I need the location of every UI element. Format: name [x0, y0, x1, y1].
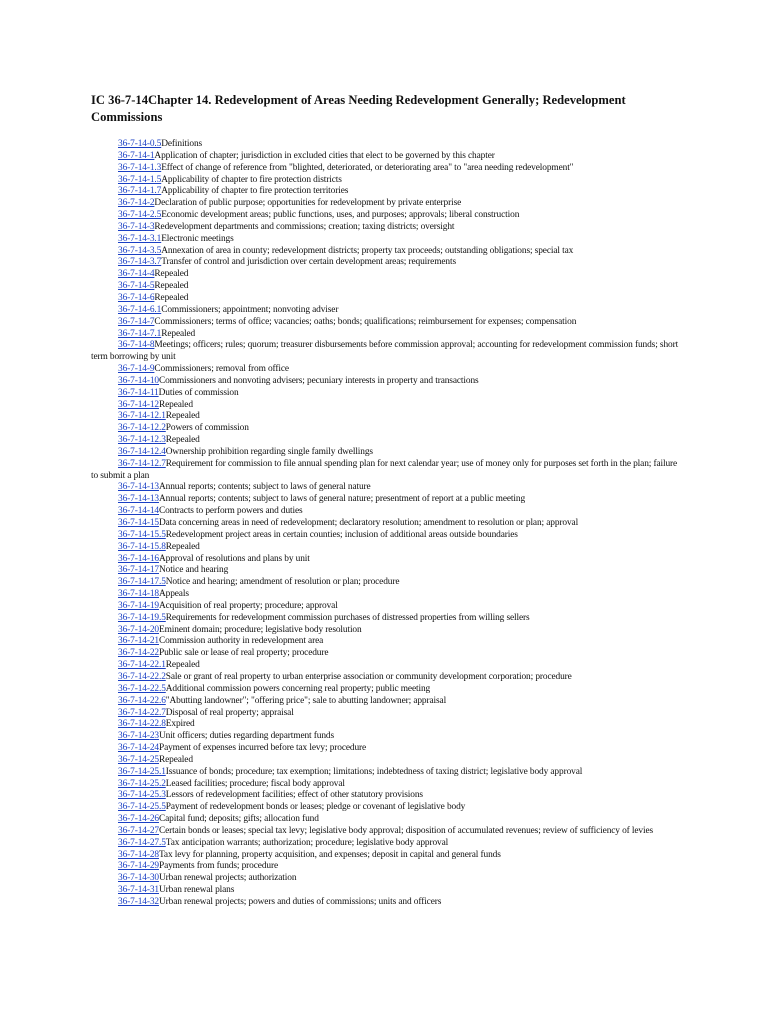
section-entry — [91, 897, 681, 909]
section-entry — [91, 542, 681, 554]
section-description: Repealed — [165, 660, 200, 671]
section-link[interactable]: 36-7-14-6 — [118, 292, 155, 303]
section-link[interactable]: 36-7-14-15.8 — [118, 541, 166, 552]
section-entry — [91, 435, 681, 447]
section-link[interactable]: 36-7-14-8 — [118, 340, 155, 351]
section-entry — [91, 269, 681, 281]
section-link[interactable]: 36-7-14-25.1 — [118, 766, 166, 777]
section-link[interactable]: 36-7-14-19 — [118, 600, 159, 611]
section-description: Definitions — [161, 139, 203, 149]
section-link[interactable]: 36-7-14-18 — [118, 589, 159, 600]
section-entry — [91, 838, 681, 850]
section-description: Application of chapter; jurisdiction in excluded cities that elect to be governed by this chapter — [154, 150, 495, 161]
section-link[interactable]: 36-7-14-9 — [118, 364, 155, 375]
section-description: Repealed — [165, 435, 200, 446]
section-entry — [91, 175, 681, 187]
section-entry — [91, 364, 681, 376]
section-description: Applicability of chapter to fire protection territories — [161, 186, 349, 197]
section-link[interactable]: 36-7-14-30 — [118, 873, 159, 884]
section-description: Commissioners; terms of office; vacancies; oaths; bonds; qualifications; reimbursement for expenses; compensation — [154, 316, 577, 327]
section-link[interactable]: 36-7-14-25.5 — [118, 802, 166, 813]
section-entry — [91, 861, 681, 873]
section-description: Annual reports; contents; subject to laws of general nature; presentment of report at a public meeting — [158, 494, 526, 505]
section-link[interactable]: 36-7-14-4 — [118, 269, 155, 280]
section-entry — [91, 246, 681, 258]
section-description: Applicability of chapter to fire protection districts — [161, 174, 342, 185]
section-description: Commissioners; removal from office — [154, 364, 289, 375]
section-link[interactable]: 36-7-14-1.7 — [118, 186, 162, 197]
section-link[interactable]: 36-7-14-19.5 — [118, 612, 166, 623]
section-description: Repealed — [158, 754, 193, 765]
section-link[interactable]: 36-7-14-22.5 — [118, 683, 166, 694]
section-entry — [91, 684, 681, 696]
section-link[interactable]: 36-7-14-1.3 — [118, 162, 162, 173]
section-description: Data concerning areas in need of redevelopment; declaratory resolution; amendment to resolution or plan; approval — [158, 518, 579, 528]
section-link[interactable]: 36-7-14-25 — [118, 754, 159, 765]
section-description: Additional commission powers concerning real property; public meeting — [165, 683, 431, 694]
section-entry — [91, 151, 681, 163]
section-link[interactable]: 36-7-14-1 — [118, 150, 155, 161]
section-description: Economic development areas; public functions, uses, and purposes; approvals; liberal construction — [161, 210, 520, 221]
section-link[interactable]: 36-7-14-26 — [118, 814, 159, 825]
section-entry — [91, 731, 681, 743]
section-link[interactable]: 36-7-14-17 — [118, 565, 159, 576]
section-entry — [91, 411, 681, 423]
section-entry — [91, 293, 681, 305]
section-entry — [91, 139, 681, 151]
section-description: Issuance of bonds; procedure; tax exemption; limitations; indebtedness of taxing district; legislative body approval — [165, 766, 583, 777]
section-link[interactable]: 36-7-14-12 — [118, 399, 159, 410]
section-description: Notice and hearing; amendment of resolution or plan; procedure — [165, 577, 400, 588]
section-link[interactable]: 36-7-14-22.6 — [118, 695, 166, 706]
section-link[interactable]: 36-7-14-2 — [118, 198, 155, 209]
section-description: Contracts to perform powers and duties — [158, 506, 303, 517]
section-entry — [91, 779, 681, 791]
section-description: Disposal of real property; appraisal — [165, 707, 294, 718]
section-link[interactable]: 36-7-14-3 — [118, 221, 155, 232]
section-description: Urban renewal projects; authorization — [158, 873, 297, 884]
section-link[interactable]: 36-7-14-15 — [118, 518, 159, 528]
section-link[interactable]: 36-7-14-5 — [118, 281, 155, 292]
section-description: Urban renewal plans — [158, 885, 235, 896]
section-link[interactable]: 36-7-14-29 — [118, 861, 159, 872]
section-description: "Abutting landowner"; "offering price"; sale to abutting landowner; appraisal — [165, 695, 447, 706]
section-link[interactable]: 36-7-14-3.7 — [118, 257, 162, 268]
section-entry — [91, 767, 681, 779]
section-entry — [91, 210, 681, 222]
section-link[interactable]: 36-7-14-17.5 — [118, 577, 166, 588]
section-link[interactable]: 36-7-14-32 — [118, 897, 159, 907]
section-entry — [91, 234, 681, 246]
section-entry — [91, 885, 681, 897]
section-link[interactable]: 36-7-14-27.5 — [118, 837, 166, 848]
section-entry — [91, 340, 681, 364]
section-link[interactable]: 36-7-14-10 — [118, 375, 159, 386]
section-description: Commissioners and nonvoting advisers; pecuniary interests in property and transactions — [158, 375, 479, 386]
section-description: Powers of commission — [165, 423, 249, 434]
section-description: Repealed — [154, 269, 189, 280]
section-entry — [91, 554, 681, 566]
section-link[interactable]: 36-7-14-7.1 — [118, 328, 162, 339]
section-link[interactable]: 36-7-14-3.5 — [118, 245, 162, 256]
section-description: Redevelopment departments and commissions; creation; taxing districts; oversight — [154, 221, 455, 232]
section-entry — [91, 708, 681, 720]
section-entry — [91, 482, 681, 494]
section-description: Eminent domain; procedure; legislative body resolution — [158, 624, 362, 635]
section-entry — [91, 530, 681, 542]
section-description: Certain bonds or leases; special tax levy; legislative body approval; disposition of accumulated revenues; review of sufficiency of levies — [158, 825, 654, 836]
section-description: Approval of resolutions and plans by unit — [158, 553, 310, 564]
section-entry — [91, 317, 681, 329]
section-link[interactable]: 36-7-14-12.3 — [118, 435, 166, 446]
section-description: Tax levy for planning, property acquisition, and expenses; deposit in capital and general funds — [158, 849, 501, 860]
section-list — [91, 139, 681, 909]
section-description: Annual reports; contents; subject to laws of general nature — [158, 482, 371, 493]
section-link[interactable]: 36-7-14-0.5 — [118, 139, 162, 149]
section-description: Repealed — [165, 411, 200, 422]
section-description: Sale or grant of real property to urban enterprise association or community development corporation; procedure — [165, 671, 572, 682]
section-entry — [91, 660, 681, 672]
section-entry — [91, 696, 681, 708]
section-link[interactable]: 36-7-14-23 — [118, 731, 159, 742]
section-entry — [91, 447, 681, 459]
section-entry — [91, 459, 681, 483]
section-entry — [91, 518, 681, 530]
section-entry — [91, 565, 681, 577]
section-entry — [91, 257, 681, 269]
section-description: Urban renewal projects; powers and duties of commissions; units and officers — [158, 897, 442, 907]
section-entry — [91, 494, 681, 506]
section-description: Tax anticipation warrants; authorization; procedure; legislative body approval — [165, 837, 449, 848]
section-description: Annexation of area in county; redevelopment districts; property tax proceeds; outstanding obligations; special tax — [161, 245, 574, 256]
section-description: Public sale or lease of real property; procedure — [158, 648, 329, 659]
section-link[interactable]: 36-7-14-7 — [118, 316, 155, 327]
section-link[interactable]: 36-7-14-21 — [118, 636, 159, 647]
section-description: Capital fund; deposits; gifts; allocation fund — [158, 814, 319, 825]
section-description: Leased facilities; procedure; fiscal body approval — [165, 778, 345, 789]
section-link[interactable]: 36-7-14-11 — [118, 387, 159, 398]
section-link[interactable]: 36-7-14-14 — [118, 506, 159, 517]
section-entry — [91, 613, 681, 625]
section-link[interactable]: 36-7-14-2.5 — [118, 210, 162, 221]
section-link[interactable]: 36-7-14-22.2 — [118, 671, 166, 682]
section-link[interactable]: 36-7-14-1.5 — [118, 174, 162, 185]
section-entry — [91, 281, 681, 293]
section-description: Payment of expenses incurred before tax levy; procedure — [158, 743, 367, 754]
section-entry — [91, 589, 681, 601]
section-entry — [91, 743, 681, 755]
section-entry — [91, 790, 681, 802]
section-description: Transfer of control and jurisdiction over certain development areas; requirements — [161, 257, 456, 268]
section-link[interactable]: 36-7-14-13 — [118, 482, 159, 493]
section-link[interactable]: 36-7-14-31 — [118, 885, 159, 896]
section-entry — [91, 826, 681, 838]
section-entry — [91, 423, 681, 435]
section-description: Repealed — [161, 328, 196, 339]
section-entry — [91, 802, 681, 814]
section-link[interactable]: 36-7-14-12.2 — [118, 423, 166, 434]
section-entry — [91, 163, 681, 175]
section-link[interactable]: 36-7-14-22.1 — [118, 660, 166, 671]
section-description: Commissioners; appointment; nonvoting adviser — [161, 304, 339, 315]
section-link[interactable]: 36-7-14-20 — [118, 624, 159, 635]
section-link[interactable]: 36-7-14-28 — [118, 849, 159, 860]
section-entry — [91, 601, 681, 613]
section-entry — [91, 755, 681, 767]
section-link[interactable]: 36-7-14-25.3 — [118, 790, 166, 801]
section-description: Appeals — [158, 589, 189, 600]
section-entry — [91, 719, 681, 731]
section-description: Effect of change of reference from "blighted, deteriorated, or deteriorating area" to "area needing redevelopment" — [161, 162, 574, 173]
section-entry — [91, 400, 681, 412]
section-description: Meetings; officers; rules; quorum; treasurer disbursements before commission approval; accounting for redevelopment commission funds; short term borrowing by unit — [91, 340, 679, 363]
section-entry — [91, 186, 681, 198]
chapter-title: IC 36-7-14Chapter 14. Redevelopment of Areas Needing Redevelopment Generally; Redevelopment Commissions — [91, 93, 626, 124]
section-entry — [91, 625, 681, 637]
section-link[interactable]: 36-7-14-22.7 — [118, 707, 166, 718]
section-entry — [91, 198, 681, 210]
section-description: Unit officers; duties regarding department funds — [158, 731, 334, 742]
section-entry — [91, 873, 681, 885]
section-link[interactable]: 36-7-14-12.4 — [118, 446, 166, 457]
section-description: Payment of redevelopment bonds or leases; pledge or covenant of legislative body — [165, 802, 466, 813]
section-description: Electronic meetings — [161, 233, 234, 244]
section-link[interactable]: 36-7-14-22.8 — [118, 719, 166, 730]
section-description: Lessors of redevelopment facilities; effect of other statutory provisions — [165, 790, 423, 801]
section-link[interactable]: 36-7-14-15.5 — [118, 529, 166, 540]
section-entry — [91, 648, 681, 660]
section-link[interactable]: 36-7-14-3.1 — [118, 233, 162, 244]
section-description: Duties of commission — [158, 387, 239, 398]
section-entry — [91, 222, 681, 234]
section-entry — [91, 329, 681, 341]
section-link[interactable]: 36-7-14-6.1 — [118, 304, 162, 315]
section-description: Repealed — [154, 281, 189, 292]
section-entry — [91, 388, 681, 400]
section-description: Repealed — [158, 399, 193, 410]
section-link[interactable]: 36-7-14-16 — [118, 553, 159, 564]
section-description: Redevelopment project areas in certain counties; inclusion of additional areas outside boundaries — [165, 529, 518, 540]
section-entry — [91, 376, 681, 388]
section-link[interactable]: 36-7-14-24 — [118, 743, 159, 754]
section-description: Payments from funds; procedure — [158, 861, 279, 872]
section-description: Declaration of public purpose; opportunities for redevelopment by private enterprise — [154, 198, 462, 209]
section-entry — [91, 850, 681, 862]
section-entry — [91, 577, 681, 589]
section-description: Commission authority in redevelopment area — [158, 636, 324, 647]
section-description: Requirement for commission to file annual spending plan for next calendar year; use of money only for purposes set forth in the plan; failure to submit a plan — [91, 458, 678, 481]
section-entry — [91, 814, 681, 826]
section-description: Acquisition of real property; procedure; approval — [158, 600, 338, 611]
section-description: Repealed — [154, 292, 189, 303]
section-entry — [91, 506, 681, 518]
section-description: Repealed — [165, 541, 200, 552]
section-link[interactable]: 36-7-14-12.7 — [118, 458, 166, 469]
section-link[interactable]: 36-7-14-22 — [118, 648, 159, 659]
section-entry — [91, 305, 681, 317]
section-description: Expired — [165, 719, 195, 730]
section-link[interactable]: 36-7-14-27 — [118, 825, 159, 836]
section-description: Ownership prohibition regarding single family dwellings — [165, 446, 373, 457]
section-link[interactable]: 36-7-14-13 — [118, 494, 159, 505]
section-description: Requirements for redevelopment commission purchases of distressed properties from willing sellers — [165, 612, 530, 623]
section-link[interactable]: 36-7-14-12.1 — [118, 411, 166, 422]
section-entry — [91, 636, 681, 648]
section-description: Notice and hearing — [158, 565, 229, 576]
section-entry — [91, 672, 681, 684]
section-link[interactable]: 36-7-14-25.2 — [118, 778, 166, 789]
